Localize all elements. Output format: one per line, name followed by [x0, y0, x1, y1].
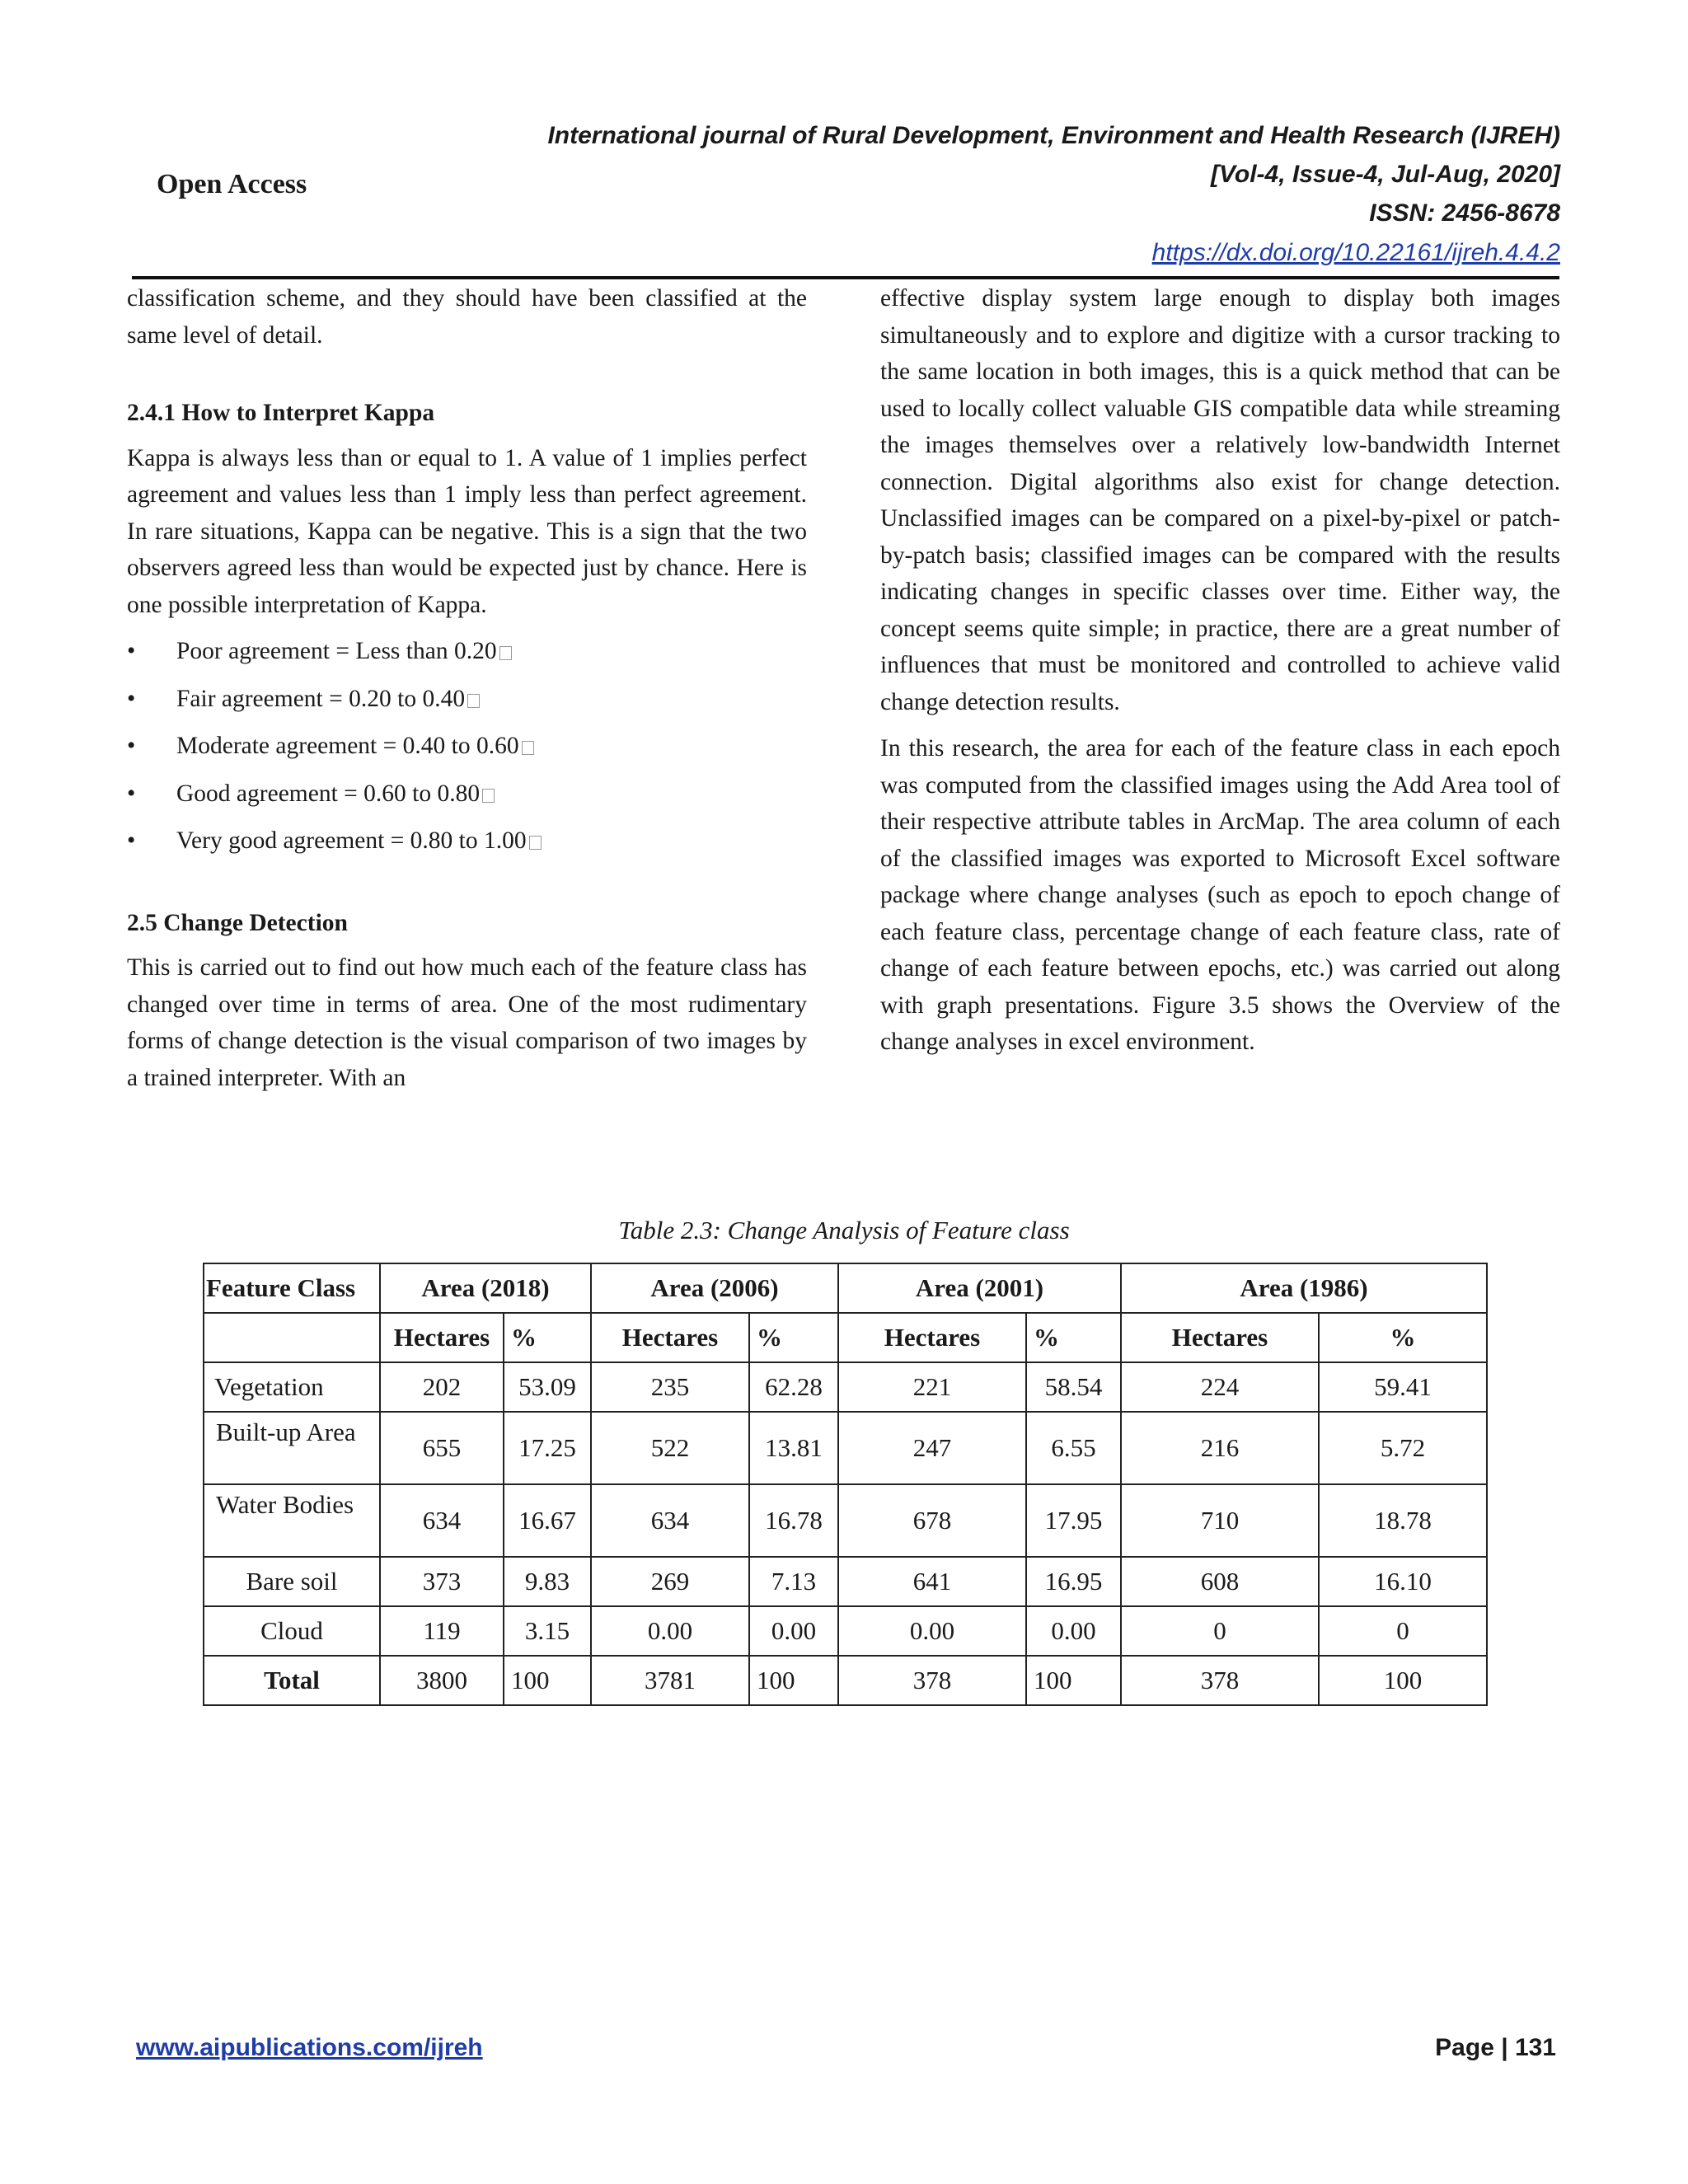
header-divider	[132, 276, 1559, 279]
table-cell: 5.72	[1319, 1412, 1487, 1484]
table-cell: 634	[591, 1484, 749, 1557]
table-cell: 9.83	[504, 1557, 591, 1606]
list-item-text: Poor agreement = Less than 0.20	[176, 638, 497, 664]
row-label: Bare soil	[204, 1557, 380, 1606]
table-cell: 7.13	[749, 1557, 838, 1606]
table-cell: 0.00	[838, 1606, 1026, 1656]
table-cell: 0	[1121, 1606, 1319, 1656]
table-cell: 378	[1121, 1656, 1319, 1705]
list-item-text: Good agreement = 0.60 to 0.80	[176, 780, 481, 807]
table-cell: 13.81	[749, 1412, 838, 1484]
feature-class-header: Feature Class	[204, 1263, 380, 1313]
table-cell: 710	[1121, 1484, 1319, 1557]
table-row	[204, 1484, 1487, 1557]
missing-glyph-icon	[499, 646, 512, 660]
table-cell: %	[1319, 1313, 1487, 1362]
kappa-interpretation-list	[127, 633, 807, 860]
table-row	[204, 1557, 1487, 1606]
table-cell: 373	[380, 1557, 504, 1606]
table-row	[204, 1362, 1487, 1412]
table-cell: 235	[591, 1362, 749, 1412]
change-detection-heading: 2.5 Change Detection	[127, 909, 348, 936]
table-cell: 16.10	[1319, 1557, 1487, 1606]
bullet-icon: •	[127, 827, 136, 854]
table-cell: Hectares	[380, 1313, 504, 1362]
table-cell: 608	[1121, 1557, 1319, 1606]
area-header-2001: Area (2001)	[838, 1263, 1121, 1313]
journal-issn: ISSN: 2456-8678	[1369, 199, 1560, 227]
table-cell	[204, 1313, 380, 1362]
bullet-icon: •	[127, 638, 136, 664]
table-cell: 216	[1121, 1412, 1319, 1484]
table-cell: 3781	[591, 1656, 749, 1705]
kappa-paragraph: Kappa is always less than or equal to 1. A value of 1 implies perfect agreement and values less than 1 imply less than perfect agreement. In rare situations, Kappa can be negative. This is a sign that the two observers agreed less than would be expected just by chance. Here is one possible interpretation of Kappa.	[127, 444, 807, 618]
list-item	[127, 728, 807, 765]
bullet-icon: •	[127, 733, 136, 759]
page-number: Page | 131	[1435, 2034, 1556, 2061]
table-cell: 100	[1319, 1656, 1487, 1705]
table-cell: 6.55	[1026, 1412, 1121, 1484]
table-cell: 59.41	[1319, 1362, 1487, 1412]
table-subheader-row	[204, 1313, 1487, 1362]
bullet-icon: •	[127, 780, 136, 807]
table-cell: %	[504, 1313, 591, 1362]
journal-title: International journal of Rural Development, Environment and Health Research (IJREH)	[547, 122, 1560, 149]
table-cell: 16.67	[504, 1484, 591, 1557]
table-cell: Hectares	[591, 1313, 749, 1362]
table-cell: 17.25	[504, 1412, 591, 1484]
table-cell: 634	[380, 1484, 504, 1557]
table-total-row	[204, 1656, 1487, 1705]
table-header-row	[204, 1263, 1487, 1313]
missing-glyph-icon	[529, 836, 542, 850]
list-item	[127, 823, 807, 860]
change-analysis-table	[203, 1263, 1488, 1706]
kappa-heading: 2.4.1 How to Interpret Kappa	[127, 400, 435, 426]
right-paragraph-1: effective display system large enough to display both images simultaneously and to explore and digitize with a cursor tracking to the same location in both images, this is a quick method that can be used to locally collect valuable GIS compatible data while streaming the images themselves over a relatively low-bandwidth Internet connection. Digital algorithms also exist for change detection. Unclassified images can be compared on a pixel-by-pixel or patch-by-patch basis; classified images can be compared with the results indicating changes in specific classes over time. Either way, the concept seems quite simple; in practice, there are a great number of influences that must be monitored and controlled to achieve valid change detection results.	[880, 285, 1560, 715]
list-item	[127, 681, 807, 718]
table-cell: 100	[749, 1656, 838, 1705]
table-cell: 678	[838, 1484, 1026, 1557]
table-cell: 641	[838, 1557, 1026, 1606]
table-cell: 100	[504, 1656, 591, 1705]
row-label: Vegetation	[204, 1362, 380, 1412]
table-cell: 17.95	[1026, 1484, 1121, 1557]
table-cell: 16.95	[1026, 1557, 1121, 1606]
table-cell: %	[749, 1313, 838, 1362]
table-cell: %	[1026, 1313, 1121, 1362]
table-row	[204, 1606, 1487, 1656]
table-cell: 269	[591, 1557, 749, 1606]
table-cell: 58.54	[1026, 1362, 1121, 1412]
table-cell: 0.00	[591, 1606, 749, 1656]
left-intro-paragraph: classification scheme, and they should have been classified at the same level of detail.	[127, 285, 807, 349]
table-cell: 202	[380, 1362, 504, 1412]
table-cell: 62.28	[749, 1362, 838, 1412]
journal-volume: [Vol-4, Issue-4, Jul-Aug, 2020]	[1211, 161, 1560, 188]
table-cell: 16.78	[749, 1484, 838, 1557]
area-header-2018: Area (2018)	[380, 1263, 591, 1313]
table-cell: 3800	[380, 1656, 504, 1705]
table-cell: 53.09	[504, 1362, 591, 1412]
table-cell: 221	[838, 1362, 1026, 1412]
missing-glyph-icon	[482, 789, 495, 803]
table-cell: 655	[380, 1412, 504, 1484]
missing-glyph-icon	[467, 694, 480, 708]
table-cell: Hectares	[838, 1313, 1026, 1362]
table-cell: Hectares	[1121, 1313, 1319, 1362]
table-row	[204, 1412, 1487, 1484]
table-cell: 3.15	[504, 1606, 591, 1656]
row-label: Built-up Area	[204, 1412, 380, 1484]
bullet-icon: •	[127, 685, 136, 712]
right-paragraph-2: In this research, the area for each of the feature class in each epoch was computed from the classified images using the Add Area tool of their respective attribute tables in ArcMap. The area column of each of the classified images was exported to Microsoft Excel software package where change analyses (such as epoch to epoch change of each feature class, percentage change of each feature class, rate of change of each feature between epochs, etc.) was carried out along with graph presentations. Figure 3.5 shows the Overview of the change analyses in excel environment.	[880, 735, 1560, 1055]
table-cell: 100	[1026, 1656, 1121, 1705]
table-cell: 0	[1319, 1606, 1487, 1656]
row-label: Cloud	[204, 1606, 380, 1656]
table-caption: Table 2.3: Change Analysis of Feature class	[618, 1216, 1070, 1244]
open-access-label: Open Access	[157, 169, 307, 199]
table-cell: 18.78	[1319, 1484, 1487, 1557]
list-item-text: Moderate agreement = 0.40 to 0.60	[176, 733, 519, 759]
list-item-text: Very good agreement = 0.80 to 1.00	[176, 827, 527, 854]
table-cell: 224	[1121, 1362, 1319, 1412]
change-detection-paragraph: This is carried out to find out how much each of the feature class has changed over time in terms of area. One of the most rudimentary forms of change detection is the visual comparison of two images by a trained interpreter. With an	[127, 954, 807, 1091]
list-item	[127, 776, 807, 813]
row-label: Total	[204, 1656, 380, 1705]
right-column	[880, 280, 1560, 1061]
table-cell: 378	[838, 1656, 1026, 1705]
row-label: Water Bodies	[204, 1484, 380, 1557]
table-cell: 522	[591, 1412, 749, 1484]
table-cell: 247	[838, 1412, 1026, 1484]
list-item-text: Fair agreement = 0.20 to 0.40	[176, 685, 466, 712]
list-item	[127, 633, 807, 670]
area-header-1986: Area (1986)	[1121, 1263, 1487, 1313]
footer-website-link[interactable]: www.aipublications.com/ijreh	[136, 2034, 483, 2061]
table-cell: 0.00	[749, 1606, 838, 1656]
missing-glyph-icon	[522, 741, 534, 755]
table-cell: 119	[380, 1606, 504, 1656]
doi-link[interactable]: https://dx.doi.org/10.22161/ijreh.4.4.2	[1151, 239, 1560, 266]
area-header-2006: Area (2006)	[591, 1263, 838, 1313]
left-column	[127, 280, 807, 1096]
table-cell: 0.00	[1026, 1606, 1121, 1656]
